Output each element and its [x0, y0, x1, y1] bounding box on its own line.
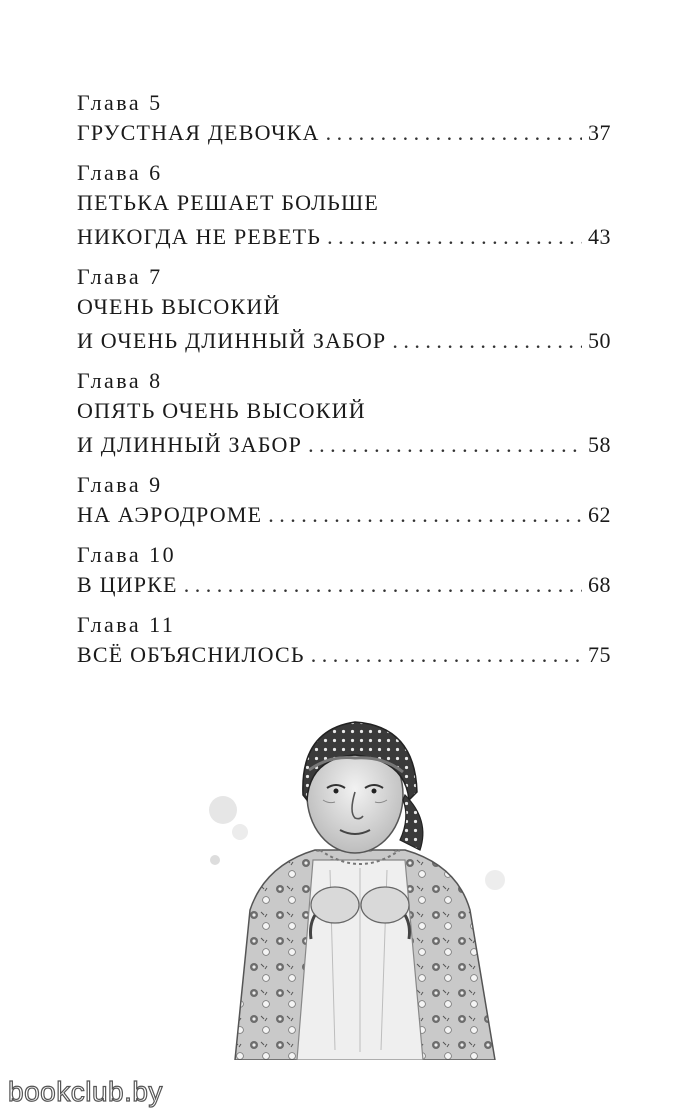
toc-entry	[77, 542, 611, 602]
dot-leader	[308, 428, 582, 462]
toc-entry	[77, 264, 611, 358]
table-of-contents	[77, 90, 611, 682]
chapter-label: Глава 11	[77, 612, 176, 637]
chapter-title-line	[77, 324, 611, 358]
chapter-title: В ЦИРКЕ	[77, 572, 178, 597]
chapter-label: Глава 7	[77, 264, 163, 289]
chapter-title: ОЧЕНЬ ВЫСОКИЙ	[77, 294, 281, 319]
chapter-title-line	[77, 220, 611, 254]
chapter-title: НИКОГДА НЕ РЕВЕТЬ	[77, 224, 322, 249]
chapter-title-line	[77, 186, 611, 220]
toc-entry	[77, 160, 611, 254]
chapter-title-line	[77, 638, 611, 672]
chapter-title: ОПЯТЬ ОЧЕНЬ ВЫСОКИЙ	[77, 398, 366, 423]
dot-leader	[311, 638, 582, 672]
chapter-title: ВСЁ ОБЪЯСНИЛОСЬ	[77, 642, 305, 667]
toc-entry	[77, 368, 611, 462]
dot-leader	[326, 116, 582, 150]
page-number: 68	[588, 572, 611, 597]
chapter-label: Глава 8	[77, 368, 163, 393]
chapter-title-line	[77, 428, 611, 462]
chapter-title-line	[77, 394, 611, 428]
chapter-title-line	[77, 116, 611, 150]
chapter-title: ПЕТЬКА РЕШАЕТ БОЛЬШЕ	[77, 190, 380, 215]
page-number: 50	[588, 328, 611, 353]
dot-leader	[327, 220, 582, 254]
dot-leader	[184, 568, 582, 602]
dot-leader	[392, 324, 582, 358]
chapter-title: НА АЭРОДРОМЕ	[77, 502, 263, 527]
chapter-title: И ДЛИННЫЙ ЗАБОР	[77, 432, 303, 457]
old-woman-illustration	[195, 700, 525, 1060]
toc-entry	[77, 612, 611, 672]
dot-leader	[268, 498, 582, 532]
toc-entry	[77, 90, 611, 150]
chapter-title-line	[77, 498, 611, 532]
site-watermark: bookclub.by	[8, 1076, 163, 1107]
chapter-label: Глава 6	[77, 160, 163, 185]
page-number: 75	[588, 642, 611, 667]
chapter-label: Глава 5	[77, 90, 163, 115]
page-number: 37	[588, 120, 611, 145]
page-number: 43	[588, 224, 611, 249]
page-number: 58	[588, 432, 611, 457]
chapter-label: Глава 10	[77, 542, 177, 567]
chapter-title-line	[77, 290, 611, 324]
chapter-label: Глава 9	[77, 472, 163, 497]
chapter-title-line	[77, 568, 611, 602]
chapter-title: И ОЧЕНЬ ДЛИННЫЙ ЗАБОР	[77, 328, 387, 353]
toc-entry	[77, 472, 611, 532]
chapter-title: ГРУСТНАЯ ДЕВОЧКА	[77, 120, 320, 145]
page-number: 62	[588, 502, 611, 527]
